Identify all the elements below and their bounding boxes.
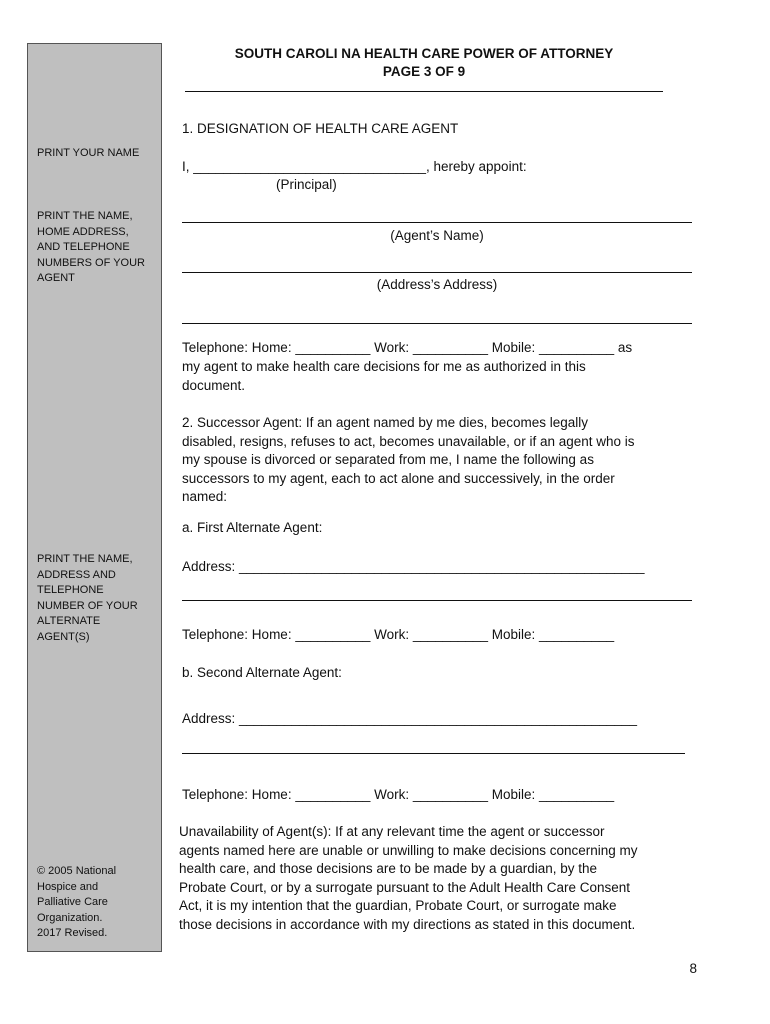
sidebar-panel <box>27 43 162 952</box>
principal-label: (Principal) <box>276 177 337 192</box>
document-title: SOUTH CAROLI NA HEALTH CARE POWER OF ATTORNEY <box>234 46 614 61</box>
page-number: 8 <box>689 961 697 976</box>
agent-address-label: (Address’s Address) <box>376 277 498 292</box>
title-divider <box>185 91 663 92</box>
unavailability-text: Unavailability of Agent(s): If at any relevant time the agent or successor agents named here are unable or unwilling to make decisions concerning my health care, and those decisions are to be made by a guardian, by the Probate Court, or by a surrogate pursuant to the Adult Health Care Consent Act, it is my intention that the guardian, Probate Court, or surrogate make those decisions in accordance with my directions as stated in this document. <box>179 824 638 932</box>
agent-address-field-2[interactable] <box>182 323 692 324</box>
agent-name-label: (Agent’s Name) <box>390 228 484 243</box>
agent-authority-text: my agent to make health care decisions for me as authorized in this document. <box>182 359 586 393</box>
first-alternate-heading: a. First Alternate Agent: <box>182 520 323 535</box>
second-alternate-address-field[interactable]: Address: _____________________________________________________ <box>182 711 637 726</box>
successor-agent-text: 2. Successor Agent: If an agent named by me dies, becomes legally disabled, resigns, refuses to act, becomes unavailable, or if an agent who is my spouse is divorced or separated from me, I name the following as successors to my agent, each to act alone and successively, in the order named: <box>182 415 635 505</box>
agent-name-field[interactable] <box>182 222 692 223</box>
section1-heading: 1. DESIGNATION OF HEALTH CARE AGENT <box>182 121 459 136</box>
agent-telephone-fields[interactable]: Telephone: Home: __________ Work: __________ Mobile: __________ as <box>182 340 633 355</box>
first-alternate-address-field-2[interactable] <box>182 600 692 601</box>
sidebar-note-print-name: PRINT YOUR NAME <box>37 147 140 159</box>
sidebar-note-print-alternate: PRINT THE NAME, ADDRESS AND TELEPHONE NUMBER OF YOUR ALTERNATE AGENT(S) <box>37 553 138 643</box>
first-alternate-address-field[interactable]: Address: ______________________________________________________ <box>182 559 645 574</box>
page-indicator: PAGE 3 OF 9 <box>382 64 466 79</box>
second-alternate-address-field-2[interactable] <box>182 753 685 754</box>
copyright-note: © 2005 National Hospice and Palliative Care Organization. 2017 Revised. <box>37 865 117 939</box>
second-alternate-telephone-fields[interactable]: Telephone: Home: __________ Work: __________ Mobile: __________ <box>182 787 615 802</box>
first-alternate-telephone-fields[interactable]: Telephone: Home: __________ Work: __________ Mobile: __________ <box>182 627 615 642</box>
sidebar-note-print-agent: PRINT THE NAME, HOME ADDRESS, AND TELEPHONE NUMBERS OF YOUR AGENT <box>37 210 145 284</box>
agent-address-field[interactable] <box>182 272 692 273</box>
principal-name-field[interactable]: I, _______________________________, hereby appoint: <box>182 159 527 174</box>
second-alternate-heading: b. Second Alternate Agent: <box>182 665 342 680</box>
